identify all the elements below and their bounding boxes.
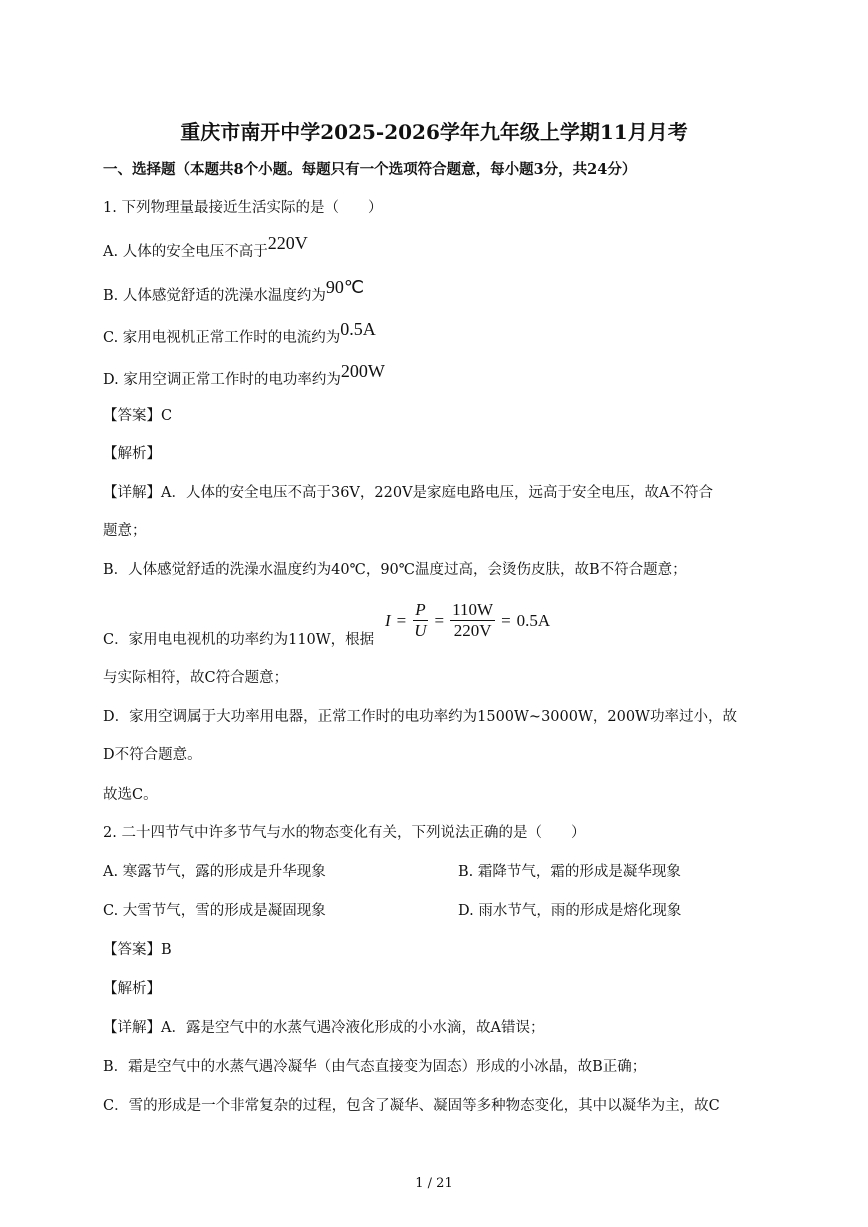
q1-detail-line: D．家用空调属于大功率用电器，正常工作时的电功率约为1500W~3000W，200W功率过小，故 [103,709,737,725]
q1-detail-line: 与实际相符，故C符合题意； [103,670,289,686]
fraction-values [450,600,495,641]
option-text: A. 人体的安全电压不高于 [103,244,268,260]
option-text: C. 家用电视机正常工作时的电流约为 [103,330,341,346]
formula-lhs: I [385,610,391,630]
q2-option-b: B. 霜降节气，霜的形成是凝华现象 [458,864,681,880]
q1-option-c [103,319,376,348]
page-number: 1 / 21 [415,1176,453,1191]
q2-option-d: D. 雨水节气，雨的形成是熔化现象 [458,903,682,919]
q1-option-d [103,361,385,390]
q2-analysis-heading: 【解析】 [103,981,161,997]
option-text: B. 人体感觉舒适的洗澡水温度约为 [103,288,326,304]
q1-detail-line: D不符合题意。 [103,747,202,763]
fraction-numerator: 110W [452,600,494,619]
q2-answer: 【答案】B [103,942,172,958]
q2-option-c: C. 大雪节气，雪的形成是凝固现象 [103,903,326,919]
fraction-numerator: P [415,600,426,619]
formula-result: 0.5A [516,610,551,630]
q1-analysis-heading: 【解析】 [103,446,161,462]
q1-stem: 1. 下列物理量最接近生活实际的是（ ） [103,200,383,216]
q1-detail-line: C．家用电电视机的功率约为110W，根据 [103,632,375,648]
q2-detail-line: 【详解】A．露是空气中的水蒸气遇冷液化形成的小水滴，故A错误； [103,1020,545,1036]
q1-detail-line: B．人体感觉舒适的洗澡水温度约为40℃，90℃温度过高，会烫伤皮肤，故B不符合题意； [103,562,687,578]
q2-detail-line: C．雪的形成是一个非常复杂的过程，包含了凝华、凝固等多种物态变化，其中以凝华为主，故C [103,1098,720,1114]
q1-answer: 【答案】C [103,408,173,424]
q1-option-b [103,277,365,306]
q1-detail-line: 题意； [103,523,147,539]
equals-sign: = [434,610,445,630]
q1-conclusion: 故选C。 [103,787,158,803]
q2-option-a: A. 寒露节气，露的形成是升华现象 [103,864,326,880]
equals-sign: = [396,610,407,630]
fraction-denominator: U [414,621,427,640]
option-value: 0.5A [340,319,376,339]
section-heading: 一、选择题（本题共8个小题。每题只有一个选项符合题意，每小题3分，共24分） [103,161,637,178]
option-value: 90℃ [325,277,365,297]
option-text: D. 家用空调正常工作时的电功率约为 [103,372,341,388]
q1-detail-line: 【详解】A．人体的安全电压不高于36V，220V是家庭电路电压，远高于安全电压，故A不符合 [103,485,714,501]
q1-option-a [103,233,308,262]
option-value: 220V [267,233,308,253]
option-value: 200W [340,361,385,381]
fraction-p-over-u [412,600,428,641]
page-title: 重庆市南开中学2025-2026学年九年级上学期11月月考 [180,120,688,144]
q2-detail-line: B．霜是空气中的水蒸气遇冷凝华（由气态直接变为固态）形成的小冰晶，故B正确； [103,1059,647,1075]
fraction-denominator: 220V [453,621,492,640]
q2-stem: 2. 二十四节气中许多节气与水的物态变化有关，下列说法正确的是（ ） [103,825,586,841]
current-formula [385,600,550,641]
equals-sign: = [501,610,511,630]
